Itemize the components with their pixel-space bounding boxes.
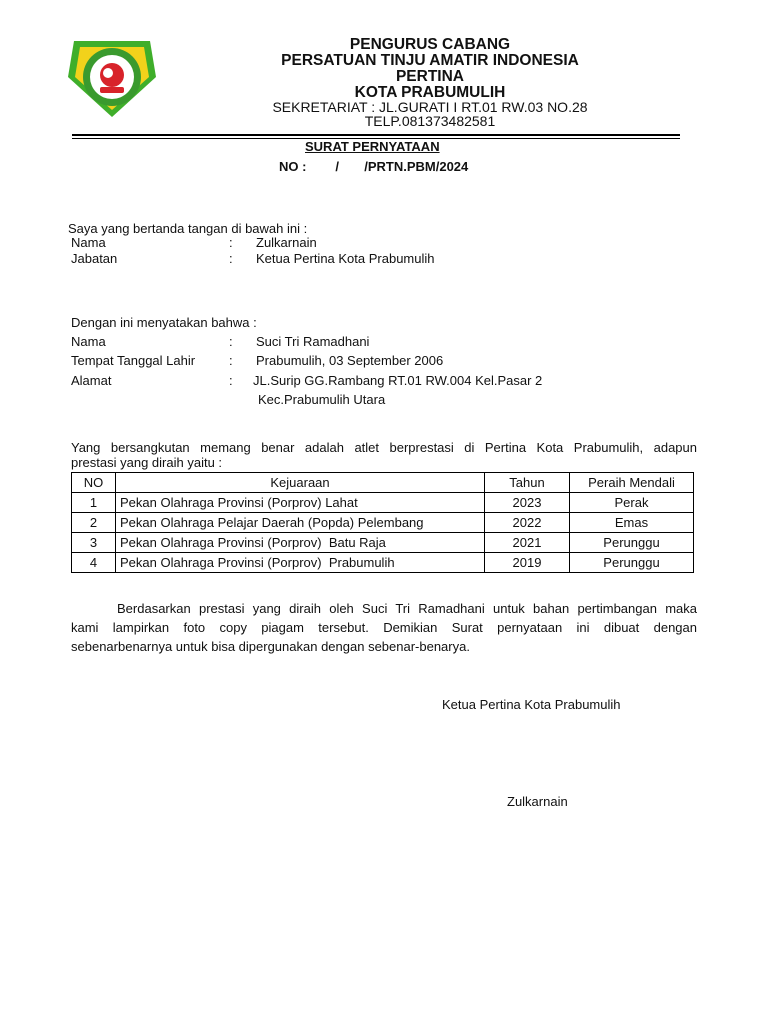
row-year: 2022	[485, 513, 570, 533]
row-no: 3	[72, 533, 116, 553]
subject-name-value: Suci Tri Ramadhani	[256, 334, 370, 349]
row-championship: Pekan Olahraga Provinsi (Porprov) Lahat	[116, 493, 485, 513]
subject-birth-value: Prabumulih, 03 September 2006	[256, 353, 444, 368]
pertina-logo	[66, 37, 158, 119]
letter-number: NO : / /PRTN.PBM/2024	[279, 159, 469, 174]
signer-position-colon: :	[229, 251, 233, 266]
closing-line-3: sebenarbenarnya untuk bisa dipergunakan dengan sebenar-benarya.	[71, 639, 470, 654]
row-medal: Perunggu	[570, 553, 694, 573]
subject-name-label: Nama	[71, 334, 106, 349]
row-no: 4	[72, 553, 116, 573]
header-no: NO	[72, 473, 116, 493]
subject-birth-label: Tempat Tanggal Lahir	[71, 353, 196, 368]
secretariat-address: SEKRETARIAT : JL.GURATI I RT.01 RW.03 NO.28	[272, 99, 588, 115]
statement-line-2: prestasi yang diraih yaitu :	[71, 455, 223, 470]
signer-position-label: Jabatan	[71, 251, 118, 266]
header-championship: Kejuaraan	[116, 473, 485, 493]
signer-position-value: Ketua Pertina Kota Prabumulih	[256, 251, 435, 266]
row-no: 2	[72, 513, 116, 533]
header-medal: Peraih Mendali	[570, 473, 694, 493]
phone-number: TELP.081373482581	[364, 113, 496, 129]
org-line-2: PERSATUAN TINJU AMATIR INDONESIA	[281, 52, 579, 69]
signature-position: Ketua Pertina Kota Prabumulih	[442, 697, 621, 712]
row-medal: Emas	[570, 513, 694, 533]
subject-address-continued: Kec.Prabumulih Utara	[258, 392, 386, 407]
statement-line-1: Yang bersangkutan memang benar adalah atlet berprestasi di Pertina Kota Prabumulih, adapun	[71, 440, 697, 455]
header-divider-thick	[72, 134, 680, 136]
subject-address-label: Alamat	[71, 373, 112, 388]
row-championship: Pekan Olahraga Provinsi (Porprov) Prabumulih	[116, 553, 485, 573]
closing-line-2: kami lampirkan foto copy piagam tersebut. Demikian Surat pernyataan ini dibuat dengan	[71, 620, 697, 635]
subject-birth-colon: :	[229, 353, 233, 368]
subject-intro: Dengan ini menyatakan bahwa :	[71, 315, 257, 330]
row-championship: Pekan Olahraga Provinsi (Porprov) Batu Raja	[116, 533, 485, 553]
letter-title: SURAT PERNYATAAN	[305, 139, 440, 154]
table-row	[72, 533, 694, 553]
signer-name-label: Nama	[71, 235, 106, 250]
row-year: 2019	[485, 553, 570, 573]
row-medal: Perunggu	[570, 533, 694, 553]
subject-name-colon: :	[229, 334, 233, 349]
signer-name-value: Zulkarnain	[256, 235, 317, 250]
subject-address-colon: :	[229, 373, 233, 388]
header-year: Tahun	[485, 473, 570, 493]
row-championship: Pekan Olahraga Pelajar Daerah (Popda) Pelembang	[116, 513, 485, 533]
org-line-1: PENGURUS CABANG	[349, 36, 511, 53]
table-row	[72, 513, 694, 533]
closing-line-1: Berdasarkan prestasi yang diraih oleh Suci Tri Ramadhani untuk bahan pertimbangan maka	[117, 601, 697, 616]
table-row	[72, 493, 694, 513]
signature-name: Zulkarnain	[507, 794, 568, 809]
subject-address-value: JL.Surip GG.Rambang RT.01 RW.004 Kel.Pasar 2	[253, 373, 543, 388]
signer-name-colon: :	[229, 235, 233, 250]
table-header-row	[72, 473, 694, 493]
org-line-3: PERTINA	[395, 68, 465, 85]
table-row	[72, 553, 694, 573]
achievement-table	[71, 472, 694, 573]
row-no: 1	[72, 493, 116, 513]
row-medal: Perak	[570, 493, 694, 513]
org-line-4: KOTA PRABUMULIH	[354, 84, 506, 101]
row-year: 2021	[485, 533, 570, 553]
signer-intro: Saya yang bertanda tangan di bawah ini :	[68, 221, 308, 236]
row-year: 2023	[485, 493, 570, 513]
